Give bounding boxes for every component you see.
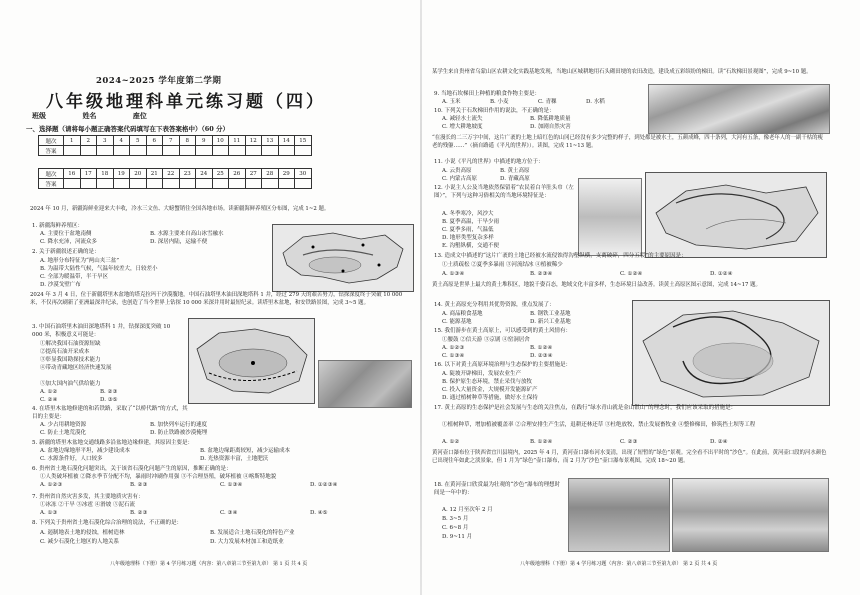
footer-left: 八年级地理科（下册）第 4 学月练习题（内容：第八章第三节至第九章） 第 1 页 共 4 页 <box>110 561 308 567</box>
railway-bridge-photo <box>318 360 412 408</box>
question-3: 3. 中国石油塔里木油田深地塔科 1 井，钻探深度突破 10 000 米，积极意义可能是： <box>32 324 171 338</box>
question-6: 6. 贵州省土地石漠化问题突出，关于该省石漠化问题产生的原因，推断正确的是： <box>32 466 232 472</box>
passage-2: 2024 年 3 月 4 日，位于新疆塔里木盆地的塔克拉玛干沙漠腹地，中国石油塔里木油田深地塔科 1 井，经过 279 天的艰苦努力，钻探深度终于突破 10 000 米，不仅再次刷新了亚洲最深井纪录，也创造了当今世界上钻探 10 000 米深井用时最短纪录。读塔里木盆地，和安铁路景图，完成 3~5 题。 <box>30 292 403 306</box>
question-7: 7. 贵州省自然灾害多发，其主要地质灾害有： <box>32 494 144 500</box>
seat-label: 座位 <box>132 111 147 120</box>
question-18: 18. 在黄河壶口欣赏最为壮观的“沙色”瀑布的理想时间是一年中的： <box>434 482 561 496</box>
loess-plateau-map-1 <box>645 172 827 258</box>
question-16: 16. 以下对黄土高原环境治理与生态保护的主要措施是： <box>434 362 571 368</box>
answer-table-2: 题次 16 17 18 19 20 21 22 23 24 25 26 27 28 29 30 答案 <box>38 168 312 189</box>
question-13: 13. 造成文中描述的“这片广袤的土地已经被水流侵蚀得沟壑纵横，支离破碎，四分五裂”的主要原因是： <box>434 253 687 259</box>
plateau-region-icon <box>633 301 829 405</box>
answer-table-1: 题次 1 2 3 4 5 6 7 8 9 10 11 12 13 14 15 答案 <box>38 135 312 156</box>
sand-waterfall-photo <box>672 478 829 552</box>
passage-3: 某学生来自贵州省乌蒙山区农耕文化实践基地发现，当地山区城耕地用石头砌田埂的农田改造，建设成五彩缤纷的梯田。读“石坎梯田景观图”，完成 9~10 题。 <box>432 69 812 75</box>
question-17: 17. 黄土高原的生态保护是社会发展与生态的关注焦点，在践行“绿水青山就是金山银山”的理念时，我们应该采取的措施是： <box>434 405 737 411</box>
passage-1: 2024 年 10 月，新疆海鲜业迎来大丰收，冷水三文鱼、大螃蟹销往全国各地市场。读新疆海鲜养殖区分布图，完成 1~2 题。 <box>30 206 330 212</box>
student-info <box>32 111 175 121</box>
xinjiang-map <box>272 224 414 292</box>
passage-4: “在漫长的二三万字中间，这片广袤的土地上暗红色的山冈已经没有多少完整的样子，到处都是被水土，五颜成峰，四十条列，大河有五条，像老年人的一副干枯的瘦老的残躯……”（摘自路遥《平凡的世界》）。读图，完成 11~13 题。 <box>432 135 823 149</box>
tarim-basin-map <box>188 318 315 404</box>
plateau-outline-icon <box>646 173 826 257</box>
question-15: 15. 我们游步在黄土高原上，可以感受到的黄土风情有： <box>434 328 571 334</box>
novel-cover-image <box>578 178 642 256</box>
question-1: 1. 新疆海鲜养殖区： <box>32 223 83 229</box>
question-9: 9. 当地石坎梯田上种植的粮食作物主要是： <box>434 91 540 97</box>
loess-plateau-map-2 <box>632 300 830 406</box>
question-12: 12. 小说主人公及当地依然保留着“农民着白羊肚头巾（左图）”，下列与这种习俗相关的当地环境特征是： <box>434 185 574 199</box>
passage-5: 黄土高原是世界上最大的黄土堆积区，地貌千姿百态，地域文化丰富多样，生态环境日益改善。读黄土高原区图示意图，完成 14~17 题。 <box>432 282 761 288</box>
tarim-outline-icon <box>189 319 314 403</box>
class-label: 班级 <box>32 111 46 120</box>
name-label: 姓名 <box>82 111 97 120</box>
page-fold <box>420 0 422 595</box>
question-8: 8. 下列关于贵州省土地石漠化综合治理的说法，不正确的是： <box>32 520 182 526</box>
green-waterfall-photo <box>568 478 670 552</box>
exam-sheet: 2024~2025 学年度第二学期 八年级地理科单元练习题（四） 班级 姓名 座位 一、选择题（请将每小题正确答案代码填写在下表答案格中）（60 分） 题次 1 2 3 4 5 6 7 8 9 10 11 12 13 14 15 答案 题次 16 17 18 19 20 21 22 23 24 25 26 27 28 29 30 答案 2024 年 10 月，新疆海鲜业迎来大丰收，冷水三文鱼、大螃蟹销往全国各地市场。读新疆海鲜养殖区分布图，完成 1~2 题。 1. 新疆海鲜养殖区： A. 主要位于盆地南侧 B. 水源主要来自高山冰雪融水 C. 降水充沛，河流众多 D. 深居内陆，运输不便 2. 关于新疆叙述正确的是： A. 地形分布特征为“两山夹三盆” B. 为温带大陆性气候，气温年较差大，日较差小 C. 全部为暖温带，半干旱区 D. 沙漠戈壁广布 2024 年 3 月 4 日，位于新疆塔里木盆地的塔克拉玛干沙漠腹地，中国石油塔里木油田深地塔科 1 井，经过 279 天的艰苦努力，钻探深度终于突破 10 000 米，不仅再次刷新了亚洲最深井纪录，也创造了当今世界上钻探 10 000 米深井用时最短纪录。读塔里木盆地，和安铁路景图，完成 3~5 题。 3. 中国石油塔里木油田深地塔科 1 井，钻探深度突破 10 000 米，积极意义可能是： ①解决我国石油资源短缺 ②提高石油开采成本 ③彰显我国勘探技术能力 ④带动青藏地区经济快速发展 ⑤加大国内油气供给能力 A. ①② B. ②③ C. ②④ D. ③⑤ 4. 在塔里木盆地修建的和若铁路，采取了“以桥代路”的方式，其目的主要是： A. 少占用耕地资源 B. 加快列车运行的速度 C. 防止土地荒漠化 D. 防止铁路被沙漠掩埋 5. 新疆的塔里木盆地交通线路多沿盆地边缘修建，其原因主要是： A. 盆地边缘地形平坦，减少建设成本 B. 盆地边缘距离较短，减少运输成本 C. 水源条件好，人口较多 D. 光热资源丰富，土地肥沃 6. 贵州省土地石漠化问题突出，关于该省石漠化问题产生的原因，推断正确的是： ①人类破坏植被 ②降水季节分配不均，暴雨时冲刷作用强 ③不合理垦殖，破坏植被 ④喀斯特地貌 A. ①②③ B. ②③ C. ①③④ D. ①②③④ 7. 贵州省自然灾害多发，其主要地质灾害有： ①冰冻 ②干旱 ③冰雹 ④滑坡 ⑤泥石流 A. ①③ B. ②③ C. ③④ D. ④⑤ 8. 下列关于贵州省土地石漠化综合治理的说法，不正确的是： A. 遏制地表土地的侵蚀，植树造林 B. 发展适合土地石漠化的特色产业 C. 减少石漠化土地区的人地关系 D. 大力发展木材加工和造纸业 八年级地理科（下册）第 4 学月练习题（内容：第八章第三节至第九章） 第 1 页 共 4 页 某学生来自贵州省乌蒙山区农耕文化实践基地发现，当地山区城耕地用石头砌田埂的农田改造，建设成五彩缤纷的梯田。读“石坎梯田景观图”，完成 9~10 题。 9. 当地石坎梯田上种植的粮食作物主要是： A. 玉米 B. 小麦 C. 青稞 D. 水稻 10. 下列关于石坎梯田作用的说法，不正确的是： A. 减轻水土流失 B. 降低耕地质量 C. 增大耕地坡度 D. 加剧自然灾害 “在漫长的二三万字中间，这片广袤的土地上暗红色的山冈已经没有多少完整的样子，到处都是被水土，五颜成峰，四十条列，大河有五条，像老年人的一副干枯的瘦老的残躯……”（摘自路遥《平凡的世界》）。读图，完成 11~13 题。 11. 小说《平凡的世界》中描述的地方位于： A. 云贵高原 B. 黄土高原 C. 内蒙古高原 D. 青藏高原 12. 小说主人公及当地依然保留着“农民着白羊肚头巾（左图）”，下列与这种习俗相关的当地环境特征是： A. 冬季寒冷，风沙大 B. 夏季高温，干旱少雨 C. 夏季多雨，气温低 D. 地形类型复杂多样 E. 沟壑纵横，交通不便 13. 造成文中描述的“这片广袤的土地已经被水流侵蚀得沟壑纵横，支离破碎，四分五裂”的主要原因是： ①土质疏松 ②夏季多暴雨 ③河流结冰 ④植被稀少 A. ①③④ B. ②③④ C. ①②④ D. ①②④ 黄土高原是世界上最大的黄土堆积区，地貌千姿百态，地域文化丰富多样，生态环境日益改善。读黄土高原区图示意图，完成 14~17 题。 14. 黄土高原充分利用其优势资源，重点发展了： A. 商品粮食基地 B. 钢铁工业基地 C. 能源基地 D. 新兴工业基地 15. 我们游步在黄土高原上，可以感受到的黄土风情有： ①腰鼓 ②信天游 ③京剧 ④窑洞居舍 A. ①②③ B. ①②④ C. ①③④ D. ②③④ 16. 以下对黄土高原环境治理与生态保护的主要措施是： A. 陡坡开辟梯田，发展农业生产 B. 保护原生态环境，禁止采伐与放牧 C. 投入大量资金，大规模开发能源矿产 D. 通过植树种草等措施，做好水土保持 17. 黄土高原的生态保护是社会发展与生态的关注焦点，在践行“绿水青山就是金山银山”的理念时，我们应该采取的措施是： ①植树种草，增加植被覆盖率 ②合理安排生产生活，退耕还林还草 ③杜绝放牧，禁止发展畜牧业 ④整修梯田，修筑挡土坝等工程 A. ①② B. ①②④ C. ②③ D. ②④ 黄河壶口瀑布位于陕西省宜川县境内，2025 年 4 月，黄河壶口瀑布河水变清，出现了短暂的“绿色”景观。完全看不出平时的“沙色”。在此前，黄河壶口段的河水颜色已出现往年如此之淡景象，但 1 月为“绿色”壶口瀑布，而 2 月为“沙色”壶口瀑布景观图，完成 18~20 题。 18. 在黄河壶口欣赏最为壮观的“沙色”瀑布的理想时间是一年中的： A. 12 月至次年 2 月 B. 3~5 月 C. 6~8 月 D. 9~11 月 八年级地理科（下册）第 4 学月练习题（内容：第八章第三节至第九章） 第 2 页 共 4 页 <box>0 0 860 595</box>
footer-right: 八年级地理科（下册）第 4 学月练习题（内容：第八章第三节至第九章） 第 2 页 共 4 页 <box>520 561 718 567</box>
xinjiang-outline-icon <box>273 225 413 291</box>
terraced-field-photo <box>648 84 830 134</box>
question-10: 10. 下列关于石坎梯田作用的说法，不正确的是： <box>434 108 555 114</box>
question-4: 4. 在塔里木盆地修建的和若铁路，采取了“以桥代路”的方式，其目的主要是： <box>32 406 188 420</box>
question-5: 5. 新疆的塔里木盆地交通线路多沿盆地边缘修建，其原因主要是： <box>32 440 193 446</box>
question-11: 11. 小说《平凡的世界》中描述的地方位于： <box>434 159 544 165</box>
page-title: 八年级地理科单元练习题（四） <box>46 92 326 112</box>
question-14: 14. 黄土高原充分利用其优势资源，重点发展了： <box>434 302 555 308</box>
year-heading: 2024~2025 学年度第二学期 <box>96 76 222 86</box>
row-label: 题次 <box>39 136 64 146</box>
passage-6: 黄河壶口瀑布位于陕西省宜川县境内，2025 年 4 月，黄河壶口瀑布河水变清，出现了短暂的“绿色”景观。完全看不出平时的“沙色”。在此前，黄河壶口段的河水颜色已出现往年如此之淡景象，但 1 月为“绿色”壶口瀑布，而 2 月为“沙色”壶口瀑布景观图，完成 18~20 题。 <box>432 450 827 464</box>
section-title: 一、选择题（请将每小题正确答案代码填写在下表答案格中）（60 分） <box>26 125 230 133</box>
question-2: 2. 关于新疆叙述正确的是： <box>32 249 100 255</box>
